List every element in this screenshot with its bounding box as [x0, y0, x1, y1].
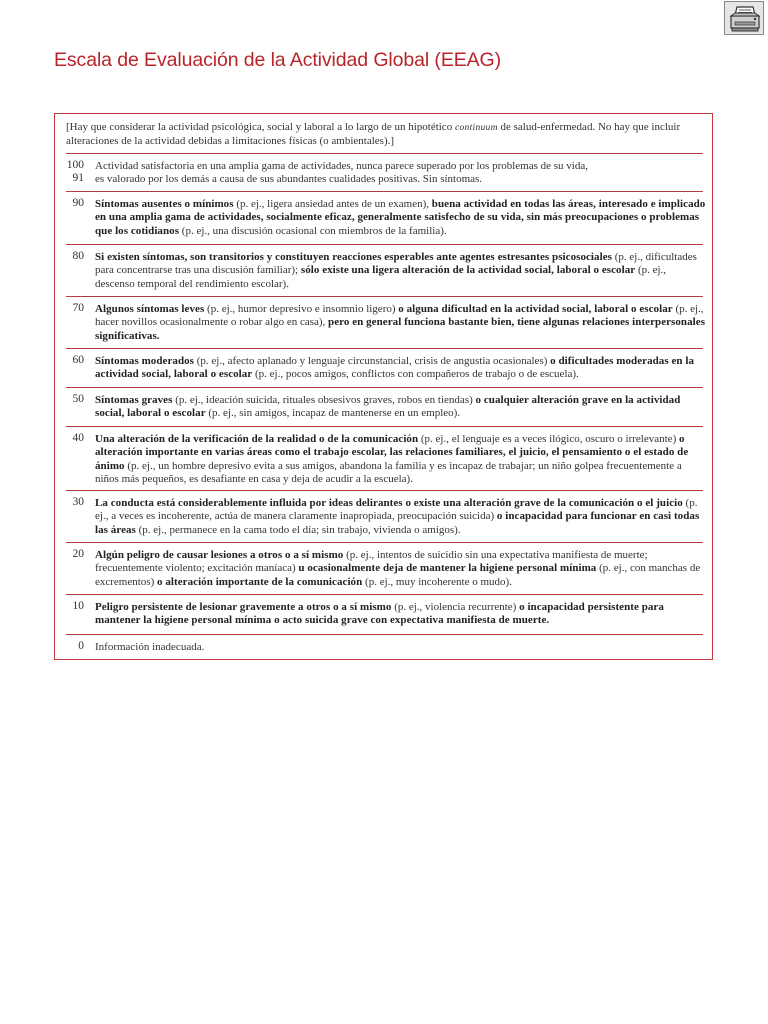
row-divider [66, 348, 703, 349]
score-description [95, 433, 707, 487]
page-title: Escala de Evaluación de la Actividad Global (EEAG) [54, 49, 501, 71]
desc-bold: o incapacidad para funcionar en casi todas las áreas [95, 510, 700, 536]
desc-text: (p. ej., a veces es incoherente, actúa de manera claramente inapropiada, preocupación suicida) [95, 497, 698, 523]
desc-bold: Síntomas moderados [95, 355, 194, 367]
desc-text: (p. ej., muy incoherente o mudo). [362, 575, 512, 588]
score-10: 10 [72, 600, 84, 612]
row-divider [66, 244, 703, 245]
row-divider [66, 191, 703, 192]
desc-text: (p. ej., violencia recurrente) [391, 601, 520, 613]
desc-bold: pero en general funciona bastante bien, tiene algunas relaciones interpersonales significativas. [95, 316, 706, 342]
desc-text: (p. ej., descenso temporal del rendimiento escolar). [95, 264, 667, 290]
desc-bold: o alguna dificultad en la actividad social, laboral o escolar [398, 303, 673, 315]
score-description [95, 601, 707, 628]
score-description [95, 355, 707, 382]
score-description [95, 641, 707, 654]
intro-text-a: [Hay que considerar la actividad psicológica, social y laboral a lo largo de un hipotético [66, 121, 453, 133]
score-description [95, 198, 707, 238]
score-70: 70 [72, 302, 84, 314]
desc-text: (p. ej., intentos de suicidio sin una expectativa manifiesta de muerte; frecuentemente violento; excitación maníaca) [95, 549, 648, 575]
desc-text: (p. ej., un hombre depresivo evita a sus amigos, abandona la familia y es incapaz de trabajar; un niño golpea frecuentemente a niños más pequeños, es desafiante en casa y deja de acudir a la escuela). [95, 459, 682, 486]
desc-bold: Síntomas graves [95, 394, 173, 406]
row-divider [66, 542, 703, 543]
score-range-top: 100 [66, 159, 84, 171]
desc-bold: u ocasionalmente deja de mantener la higiene personal mínima [298, 562, 597, 575]
desc-bold: Actividad satisfactoria en una amplia gama de actividades, nunca parece superado por los problemas de su vida, [95, 160, 588, 172]
row-divider [66, 296, 703, 297]
desc-text: (p. ej., dificultades para concentrarse tras una discusión familiar); [95, 251, 697, 277]
score-description [95, 251, 707, 291]
desc-bold: sólo existe una ligera alteración de la actividad social, laboral o escolar [300, 264, 636, 277]
row-divider [66, 490, 703, 491]
intro-note [66, 121, 706, 147]
desc-bold: Una alteración de la verificación de la realidad o de la comunicación [95, 433, 419, 445]
desc-bold: La conducta está considerablemente influida por ideas delirantes o existe una alteración grave de la comunicación o el juicio [95, 497, 683, 509]
desc-bold: o incapacidad persistente para mantener la higiene personal mínima o acto suicida grave con expectativa manifiesta de muerte. [95, 601, 664, 627]
row-divider [66, 634, 703, 635]
desc-text: (p. ej., hacer novillos ocasionalmente o robar algo en casa), [95, 303, 704, 329]
desc-bold: Síntomas ausentes o mínimos [95, 198, 234, 210]
score-30: 30 [72, 496, 84, 508]
score-description [95, 303, 707, 343]
score-60: 60 [72, 354, 84, 366]
score-description [95, 497, 707, 537]
desc-bold: o alteración importante en varias áreas como el trabajo escolar, las relaciones familiares, el juicio, el pensamiento o el estado de ánimo [95, 433, 689, 472]
desc-bold: Algunos síntomas leves [95, 303, 205, 315]
score-description [95, 394, 707, 421]
desc-text: (p. ej., con manchas de excrementos) [95, 562, 701, 588]
score-20: 20 [72, 548, 84, 560]
desc-text: (p. ej., una discusión ocasional con miembros de la familia). [179, 224, 447, 237]
desc-bold: Algún peligro de causar lesiones a otros o a sí mismo [95, 549, 344, 561]
desc-bold: buena actividad en todas las áreas, interesado e implicado en una amplia gama de actividades, socialmente eficaz, generalmente satisfecho de su vida, sin más preocupaciones o problemas que los cotidianos [95, 198, 706, 237]
desc-text: (p. ej., permanece en la cama todo el día; sin trabajo, vivienda o amigos). [135, 523, 461, 536]
desc-text: (p. ej., el lenguaje es a veces ilógico, oscuro o irrelevante) [418, 433, 679, 445]
score-80: 80 [72, 250, 84, 262]
row-divider [66, 594, 703, 595]
score-range-bottom: 91 [72, 172, 84, 184]
row-divider [66, 387, 703, 388]
printer-icon [728, 4, 762, 34]
desc-bold: o dificultades moderadas en la actividad social, laboral o escolar [95, 355, 695, 381]
intro-text-b: de salud-enfermedad. No hay que incluir alteraciones de la actividad debidas a limitaciones físicas (o ambientales).] [66, 121, 681, 147]
desc-bold: o cualquier alteración grave en la actividad social, laboral o escolar [95, 394, 681, 420]
row-divider [66, 426, 703, 427]
score-description [95, 549, 707, 589]
score-0: 0 [78, 640, 84, 652]
desc-bold: Peligro persistente de lesionar gravemente a otros o a sí mismo [95, 601, 392, 613]
score-40: 40 [72, 432, 84, 444]
desc-text: Información inadecuada. [95, 641, 205, 653]
desc-text: (p. ej., ligera ansiedad antes de un examen), [233, 198, 432, 210]
intro-emphasis: continuum [454, 123, 498, 133]
desc-text: (p. ej., afecto aplanado y lenguaje circunstancial, crisis de angustia ocasionales) [194, 355, 551, 367]
desc-bold: es valorado por los demás a causa de sus abundantes cualidades positivas. Sin síntomas. [95, 173, 483, 186]
desc-text: (p. ej., pocos amigos, conflictos con compañeros de trabajo o de escuela). [252, 368, 579, 381]
desc-bold: Si existen síntomas, son transitorios y constituyen reacciones esperables ante agentes estresantes psicosociales [95, 251, 612, 263]
score-90: 90 [72, 197, 84, 209]
desc-text: (p. ej., humor depresivo e insomnio ligero) [204, 303, 399, 315]
score-description [95, 160, 707, 187]
desc-bold: o alteración importante de la comunicación [157, 575, 363, 588]
desc-text: (p. ej., ideación suicida, rituales obsesivos graves, robos en tiendas) [172, 394, 476, 406]
row-divider [66, 153, 703, 154]
desc-text: (p. ej., sin amigos, incapaz de mantenerse en un empleo). [205, 407, 461, 420]
score-50: 50 [72, 393, 84, 405]
print-button[interactable] [724, 1, 764, 35]
